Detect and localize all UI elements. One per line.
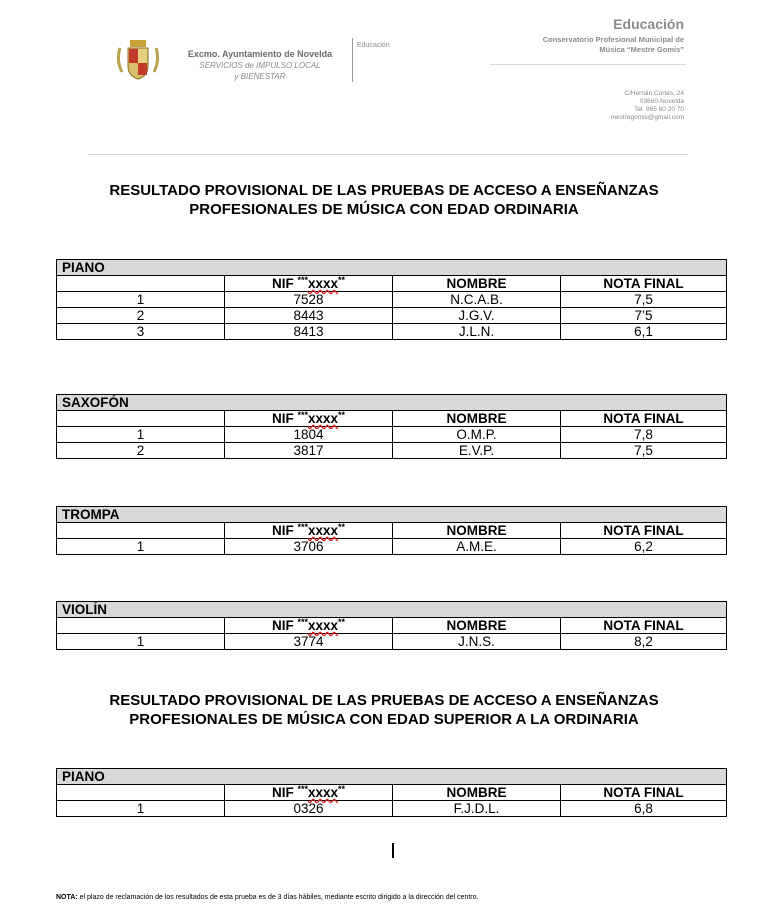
conservatorio-line-1: Conservatorio Profesional Municipal de: [542, 35, 684, 44]
header-nif: NIF ***xxxx**: [225, 785, 393, 801]
header-nif: NIF ***xxxx**: [225, 523, 393, 539]
results-table-piano-superior: [56, 768, 727, 817]
address-line: 03660-Novelda: [639, 98, 684, 105]
conservatorio-line-2: Música “Mestre Gomis”: [599, 45, 684, 54]
table-row: 2 8443 J.G.V. 7’5: [57, 308, 727, 324]
header-nota: NOTA FINAL: [561, 785, 727, 801]
header-cell-empty: [57, 785, 225, 801]
instrument-header: TROMPA: [57, 507, 727, 523]
ayuntamiento-name: Excmo. Ayuntamiento de Novelda: [187, 49, 333, 59]
header-cell-empty: [57, 523, 225, 539]
header-nombre: NOMBRE: [393, 618, 561, 634]
section-title-line: PROFESIONALES DE MÚSICA CON EDAD SUPERIOR A LA ORDINARIA: [129, 711, 639, 728]
results-table-saxofon: [56, 394, 727, 459]
address-block: [611, 90, 684, 122]
instrument-header: PIANO: [57, 769, 727, 785]
header-nota: NOTA FINAL: [561, 276, 727, 292]
address-line: C/Hernán Cortés, 24: [624, 90, 684, 97]
address-email: mestregomis@gmail.com: [610, 114, 684, 121]
educacion-label-small: Educación: [357, 42, 390, 49]
table-row: 1 1804 O.M.P. 7,8: [57, 427, 727, 443]
header-cell-empty: [57, 276, 225, 292]
footer-note-text: el plazo de reclamación de los resultados de esta prueba es de 3 días hábiles, mediante escrito dirigido a la dirección del centro.: [77, 894, 479, 901]
results-table-piano: [56, 259, 727, 340]
servicios-line-1: SERVICIOS de IMPULSO LOCAL: [199, 61, 321, 70]
section-title-ordinaria: [40, 181, 728, 219]
educacion-title: Educación: [613, 16, 684, 32]
header-nota: NOTA FINAL: [561, 411, 727, 427]
footer-note-label: NOTA:: [56, 894, 78, 901]
instrument-header: PIANO: [57, 260, 727, 276]
servicios-line-2: y BIENESTAR: [234, 72, 286, 81]
section-title-line: RESULTADO PROVISIONAL DE LAS PRUEBAS DE ACCESO A ENSEÑANZAS: [109, 692, 659, 709]
header-nombre: NOMBRE: [393, 523, 561, 539]
header-divider: [352, 38, 353, 82]
header-cell-empty: [57, 411, 225, 427]
ayuntamiento-block: [170, 49, 350, 82]
header-nif: NIF ***xxxx**: [225, 411, 393, 427]
table-row: 3 8413 J.L.N. 6,1: [57, 324, 727, 340]
section-title-superior: [40, 691, 728, 729]
text-cursor: [392, 843, 394, 858]
header-nombre: NOMBRE: [393, 785, 561, 801]
results-table-violin: [56, 601, 727, 650]
header-bottom-rule: [88, 154, 688, 155]
header-nombre: NOMBRE: [393, 411, 561, 427]
header-rule: [490, 64, 686, 65]
instrument-header: VIOLÍN: [57, 602, 727, 618]
address-line: Tel. 965 60 20 70: [634, 106, 684, 113]
header-nif: NIF ***xxxx**: [225, 618, 393, 634]
table-row: 1 0326 F.J.D.L. 6,8: [57, 801, 727, 817]
table-row: 1 3774 J.N.S. 8,2: [57, 634, 727, 650]
conservatorio-block: [543, 35, 684, 55]
table-row: 2 3817 E.V.P. 7,5: [57, 443, 727, 459]
header-nif: NIF ***xxxx**: [225, 276, 393, 292]
instrument-header: SAXOFÓN: [57, 395, 727, 411]
footer-note: [56, 894, 478, 901]
header-nota: NOTA FINAL: [561, 618, 727, 634]
section-title-line: PROFESIONALES DE MÚSICA CON EDAD ORDINARIA: [189, 201, 579, 218]
header-nota: NOTA FINAL: [561, 523, 727, 539]
section-title-line: RESULTADO PROVISIONAL DE LAS PRUEBAS DE ACCESO A ENSEÑANZAS: [109, 182, 659, 199]
results-table-trompa: [56, 506, 727, 555]
header-nombre: NOMBRE: [393, 276, 561, 292]
table-row: 1 7528 N.C.A.B. 7,5: [57, 292, 727, 308]
header-cell-empty: [57, 618, 225, 634]
coat-of-arms-logo: [116, 38, 160, 82]
table-row: 1 3706 A.M.E. 6,2: [57, 539, 727, 555]
